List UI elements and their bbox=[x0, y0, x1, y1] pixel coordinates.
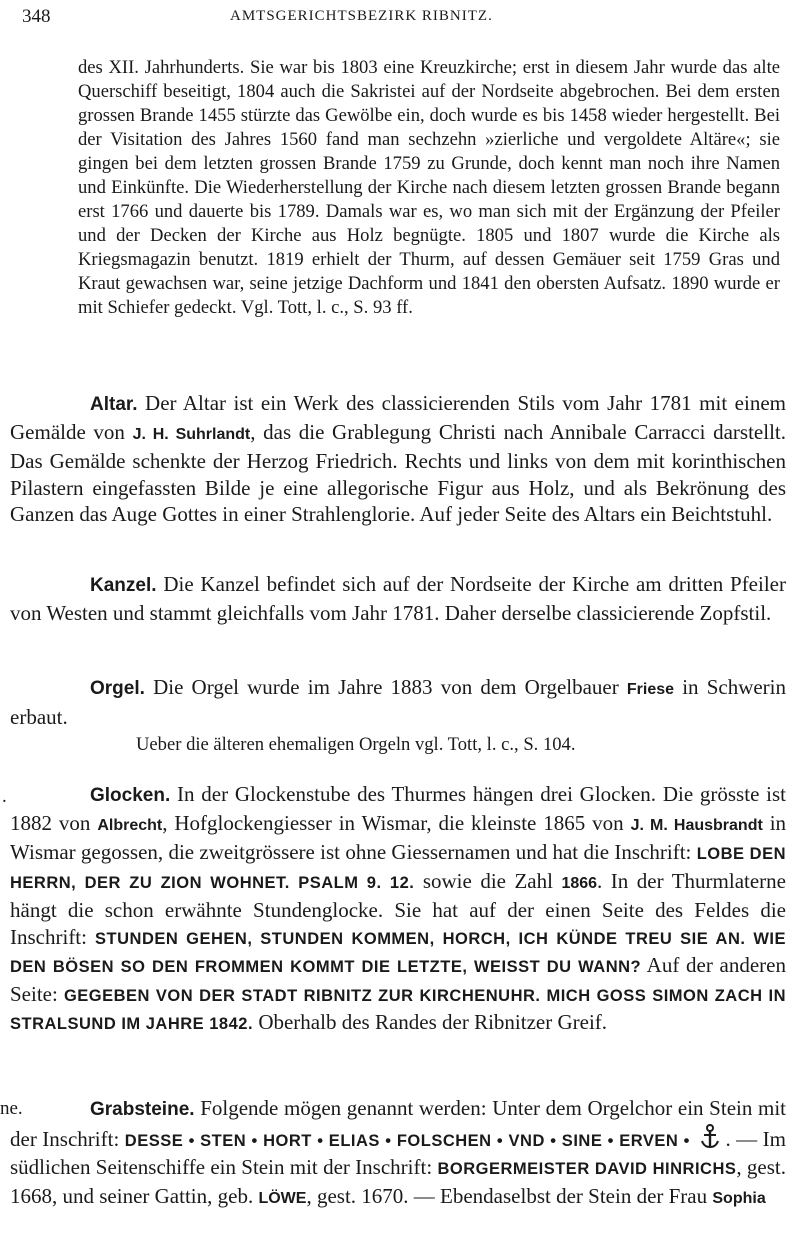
grabsteine-text-3: , gest. 1668, und seiner Gattin, geb. bbox=[10, 1155, 787, 1208]
page-number: 348 bbox=[22, 6, 51, 27]
grabsteine-heading: Grabsteine. bbox=[90, 1099, 195, 1120]
grabsteine-name-1: LÖWE bbox=[258, 1189, 307, 1207]
altar-painter-name: J. H. Suhrlandt bbox=[132, 425, 251, 443]
glocken-text-7: Oberhalb des Randes der Ribnitzer Greif. bbox=[258, 1010, 608, 1034]
kanzel-paragraph bbox=[10, 571, 786, 626]
grabsteine-inscription-1: DESSE • STEN • HORT • ELIAS • FOLSCHEN • VND • SINE • ERVEN • bbox=[124, 1131, 690, 1150]
grabsteine-text-4: , gest. 1670. — Ebendaselbst der Stein der Frau bbox=[306, 1183, 708, 1208]
orgel-note: Ueber die älteren ehemaligen Orgeln vgl. Tott, l. c., S. 104. bbox=[136, 734, 576, 755]
glocken-text-1: In der Glockenstube des Thurmes hängen drei Glocken. Die grösste ist 1882 von bbox=[10, 782, 786, 835]
grabsteine-text-1: Folgende mögen genannt werden: Unter dem Orgelchor ein Stein mit der Inschrift: bbox=[10, 1096, 787, 1151]
altar-heading: Altar. bbox=[90, 394, 138, 415]
glocken-founder-name-2: J. M. Hausbrandt bbox=[630, 816, 763, 834]
grabsteine-inscription-2: BORGERMEISTER DAVID HINRICHS bbox=[437, 1160, 737, 1178]
glocken-year: 1866 bbox=[561, 874, 598, 892]
orgel-builder-name: Friese bbox=[626, 681, 675, 698]
glocken-paragraph bbox=[10, 781, 786, 1038]
kanzel-heading: Kanzel. bbox=[90, 575, 157, 596]
kanzel-text: Die Kanzel befindet sich auf der Nordseite der Kirche am dritten Pfeiler von Westen und stammt gleichfalls vom Jahr 1781. Daher derselbe classicierende Zopfstil. bbox=[10, 572, 786, 625]
glocken-text-4: sowie die Zahl bbox=[422, 868, 553, 893]
glocken-inscription-3: GEGEBEN VON DER STADT RIBNITZ ZUR KIRCHENUHR. MICH GOSS SIMON ZACH IN STRALSUND IM JAHRE 1842. bbox=[10, 986, 787, 1033]
grabsteine-name-2: Sophia bbox=[712, 1189, 766, 1207]
glocken-text-6: Auf der anderen Seite: bbox=[10, 953, 786, 1006]
orgel-text-1: Die Orgel wurde im Jahre 1883 von dem Orgelbauer bbox=[153, 675, 619, 699]
glocken-text-2: , Hofglockengiesser in Wismar, die kleinste 1865 von bbox=[162, 810, 624, 835]
orgel-paragraph bbox=[10, 674, 786, 730]
orgel-heading: Orgel. bbox=[90, 678, 145, 699]
orgel-text-2: in Schwerin erbaut. bbox=[10, 675, 787, 729]
altar-text-1: Der Altar ist ein Werk des classicierenden Stils vom Jahr 1781 mit einem Gemälde von bbox=[10, 391, 786, 444]
running-title: AMTSGERICHTSBEZIRK RIBNITZ. bbox=[230, 8, 493, 24]
glocken-founder-name-1: Albrecht bbox=[97, 816, 163, 834]
altar-paragraph bbox=[10, 390, 786, 528]
glocken-inscription-2: STUNDEN GEHEN, STUNDEN KOMMEN, HORCH, ICH KÜNDE TREU SIE AN. WIE DEN BÖSEN SO DEN FROMMEN KOMMT DIE LETZTE, WEISST DU WANN? bbox=[10, 929, 786, 976]
intro-paragraph: des XII. Jahrhunderts. Sie war bis 1803 eine Kreuzkirche; erst in diesem Jahr wurde das alte Querschiff beseitigt, 1804 auch die Sakristei auf der Nordseite abgebrochen. Bei dem ersten grossen Brande 1455 stürzte das Gewölbe ein, doch wurde es bis 1458 wieder hergestellt. Bei der Visitation des Jahres 1560 fand man sechzehn »zierliche und vergoldete Altäre«; sie gingen bei dem letzten grossen Brande 1759 zu Grunde, doch kennt man noch ihre Namen und Einkünfte. Die Wiederherstellung der Kirche nach diesem letzten grossen Brande begann erst 1766 und dauerte bis 1789. Damals war es, wo man sich mit der Ergänzung der Pfeiler und der Decken der Kirche aus Holz begnügte. 1805 und 1807 wurde die Kirche als Kriegsmagazin benutzt. 1819 erhielt der Thurm, auf dessen Gemäuer seit 1759 Gras und Kraut gewachsen war, seine jetzige Dachform und 1841 den obersten Aufsatz. 1890 wurde er mit Schiefer gedeckt. Vgl. Tott, l. c., S. 93 ff. bbox=[78, 57, 780, 318]
anchor-icon bbox=[699, 1124, 721, 1150]
glocken-text-3: in Wismar gegossen, die zweitgrössere ist ohne Giessernamen und hat die Inschrift: bbox=[10, 810, 787, 864]
grabsteine-paragraph bbox=[10, 1095, 786, 1212]
margin-mark-2: ne. bbox=[0, 1098, 23, 1119]
glocken-inscription-1: LOBE DEN HERRN, DER ZU ZION WOHNET. PSALM 9. 12. bbox=[10, 845, 786, 892]
grabsteine-text-2: . — Im südlichen Seitenschiffe ein Stein mit der Inschrift: bbox=[10, 1126, 787, 1179]
glocken-text-5: . In der Thurmlaterne hängt die schon erwähnte Stundenglocke. Sie hat auf der einen Seite des Feldes die Inschrift: bbox=[10, 868, 786, 949]
glocken-heading: Glocken. bbox=[90, 785, 171, 806]
margin-mark-1: . bbox=[2, 786, 7, 807]
altar-text-2: , das die Grablegung Christi nach Annibale Carracci darstellt. Das Gemälde schenkte der Herzog Friedrich. Rechts und links von dem mit korinthischen Pilastern eingefassten Bilde je eine allegorische Figur aus Holz, und als Bekrönung des Ganzen das Auge Gottes in einer Strahlenglorie. Auf jeder Seite des Altars ein Beichtstuhl. bbox=[10, 419, 786, 526]
